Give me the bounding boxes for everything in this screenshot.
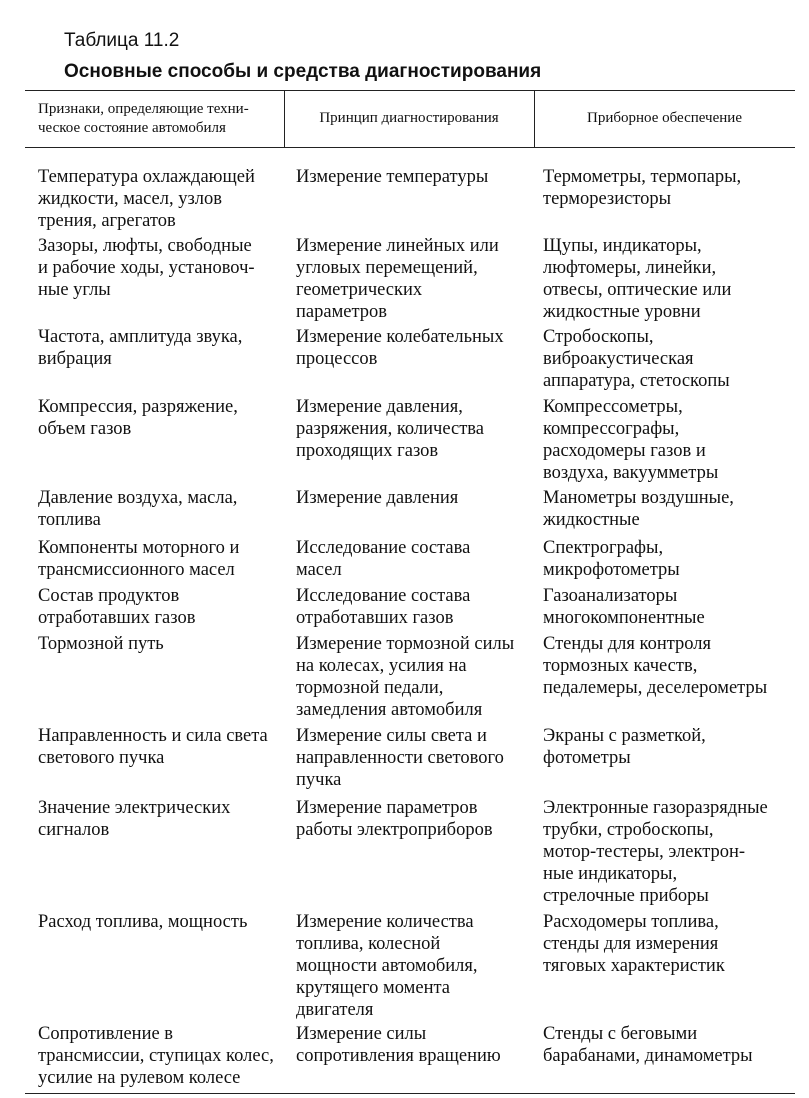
cell-feature: Направленность и сила света светового пучка [38,726,268,768]
cell-principle: Измерение давления [296,488,459,508]
cell-principle: Измерение колебательных процессов [296,327,504,369]
cell-principle: Измерение тормозной силы на колесах, усилия на тормозной педали, замедления автомобиля [296,634,515,720]
cell-equipment: Манометры воздушные, жидкостные [543,488,734,530]
cell-principle: Измерение количества топлива, колесной мощности автомобиля, крутящего момента двигателя [296,912,478,1020]
cell-principle: Измерение силы сопротивления вращению [296,1024,501,1066]
cell-feature: Давление воздуха, масла, топлива [38,488,238,530]
cell-equipment: Стробоскопы, виброакустическая аппаратура, стетоскопы [543,327,730,391]
cell-principle: Измерение линейных или угловых перемещений, геометрических параметров [296,236,499,322]
cell-equipment: Стенды для контроля тормозных качеств, педалемеры, деселерометры [543,634,768,698]
table-row [0,326,809,396]
header-principle [284,90,534,147]
table-row [0,585,809,633]
cell-feature: Сопротивление в трансмиссии, ступицах колес, усилие на рулевом колесе [38,1024,274,1088]
cell-feature: Тормозной путь [38,634,164,654]
table-row [0,487,809,537]
cell-principle: Измерение давления, разряжения, количества проходящих газов [296,397,484,461]
table-row [0,396,809,487]
cell-principle: Исследование состава отработавших газов [296,586,471,628]
cell-principle: Исследование состава масел [296,538,471,580]
header-features [38,90,278,147]
cell-equipment: Электронные газоразрядные трубки, стробоскопы, мотор-тестеры, электрон- ные индикаторы, стрелочные приборы [543,798,768,906]
header-bottom-rule [25,147,795,148]
cell-equipment: Термометры, термопары, терморезисторы [543,167,742,209]
table-bottom-rule [25,1093,795,1094]
table-title: Основные способы и средства диагностирования [64,61,542,82]
table-row [0,725,809,797]
cell-feature: Температура охлаждающей жидкости, масел, узлов трения, агрегатов [38,167,255,231]
cell-equipment: Стенды с беговыми барабанами, динамометры [543,1024,753,1066]
header-features-label: Признаки, определяющие техни- ческое состояние автомобиля [38,100,249,136]
cell-feature: Зазоры, люфты, свободные и рабочие ходы, установоч- ные углы [38,236,255,300]
cell-equipment: Газоанализаторы многокомпонентные [543,586,705,628]
table-row [0,537,809,585]
cell-feature: Расход топлива, мощность [38,912,248,932]
header-principle-label: Принцип диагностирования [319,110,499,126]
table-row [0,235,809,326]
cell-principle: Измерение температуры [296,167,489,187]
cell-equipment: Компрессометры, компрессографы, расходомеры газов и воздуха, вакуумметры [543,397,719,483]
cell-equipment: Расходомеры топлива, стенды для измерения тяговых характеристик [543,912,725,976]
cell-feature: Компоненты моторного и трансмиссионного масел [38,538,240,580]
header-equipment [534,90,795,147]
table-row [0,633,809,725]
table-number: Таблица 11.2 [64,30,180,51]
cell-feature: Состав продуктов отработавших газов [38,586,196,628]
cell-equipment: Щупы, индикаторы, люфтомеры, линейки, отвесы, оптические или жидкостные уровни [543,236,732,322]
table-row [0,166,809,235]
table-body [0,166,809,1093]
table-row [0,911,809,1023]
cell-equipment: Спектрографы, микрофотометры [543,538,680,580]
cell-principle: Измерение параметров работы электроприборов [296,798,493,840]
cell-feature: Компрессия, разряжение, объем газов [38,397,238,439]
cell-principle: Измерение силы света и направленности светового пучка [296,726,504,790]
cell-feature: Значение электрических сигналов [38,798,231,840]
cell-feature: Частота, амплитуда звука, вибрация [38,327,243,369]
table-row [0,797,809,911]
cell-equipment: Экраны с разметкой, фотометры [543,726,706,768]
table-row [0,1023,809,1093]
header-equipment-label: Приборное обеспечение [587,110,742,126]
